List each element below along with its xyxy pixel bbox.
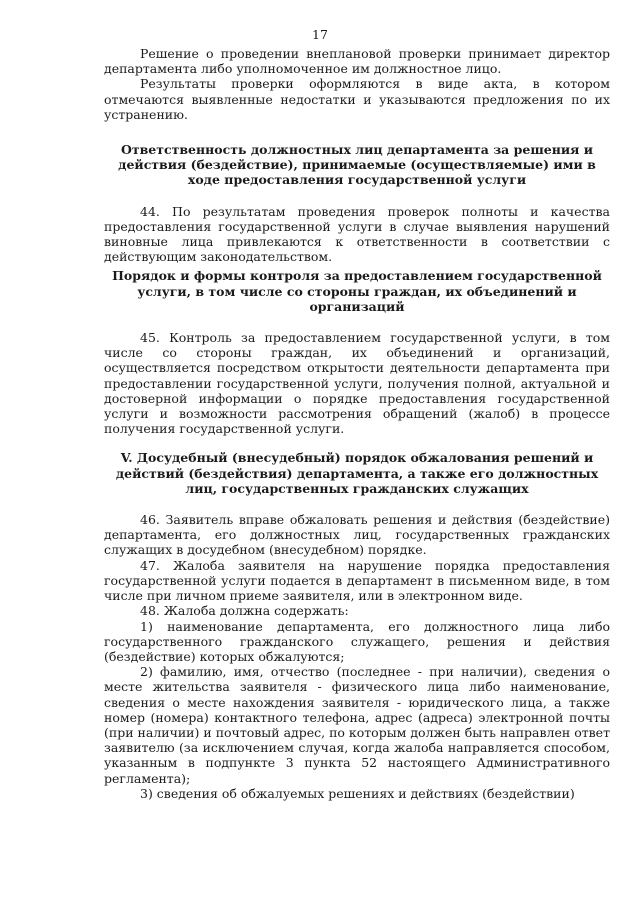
paragraph-48: 48. Жалоба должна содержать:: [140, 603, 349, 619]
heading-responsibility: Ответственность должностных лиц департамента за решения и действия (бездействие), принимаемые (осуществляемые) ими в ходе предоставления государственной услуги: [118, 142, 596, 188]
page-number: 17: [312, 27, 328, 42]
paragraph-48-item-2: 2) фамилию, имя, отчество (последнее - при наличии), сведения о месте жительства заявителя - физического лица либо наименование, сведения о месте нахождения заявителя - юридического лица, а также номер (номера) контактного телефона, адрес (адреса) электронной почты (при наличии) и почтовый адрес, по которым должен быть направлен ответ заявителю (за исключением случая, когда жалоба направляется способом, указанным в подпункте 3 пункта 52 настоящего Административного регламента);: [104, 664, 610, 786]
paragraph-48-item-3: 3) сведения об обжалуемых решениях и действиях (бездействии): [140, 785, 575, 801]
paragraph-47: 47. Жалоба заявителя на нарушение порядка предоставления государственной услуги подается в департамент в письменном виде, в том числе при личном приеме заявителя, или в электронном виде.: [104, 557, 610, 604]
paragraph-unscheduled-inspection: Решение о проведении внеплановой проверки принимает директор департамента либо уполномоченное им должностное лицо.: [104, 46, 610, 77]
document-body: [104, 46, 610, 801]
paragraph-inspection-results: Результаты проверки оформляются в виде акта, в котором отмечаются выявленные недостатки и указываются предложения по их устранению.: [104, 76, 610, 122]
heading-section-v: V. Досудебный (внесудебный) порядок обжалования решений и действий (бездействия) департамента, а также его должностных лиц, государственных гражданских служащих: [115, 450, 599, 496]
paragraph-44: 44. По результатам проведения проверок полноты и качества предоставления государственной услуги в случае выявления нарушений виновные лица привлекаются к ответственности в соответствии с действующим законодательством.: [104, 203, 610, 265]
heading-control-forms: Порядок и формы контроля за предоставлением государственной услуги, в том числе со стороны граждан, их объединений и организаций: [112, 268, 602, 314]
paragraph-45: 45. Контроль за предоставлением государственной услуги, в том числе со стороны граждан, их объединений и организаций, осуществляется посредством открытости деятельности департамента при предоставлении государственной услуги, получения полной, актуальной и достоверной информации о порядке предоставления государственной услуги и возможности рассмотрения обращений (жалоб) в процессе получения государственной услуги.: [104, 330, 610, 437]
paragraph-46: 46. Заявитель вправе обжаловать решения и действия (бездействие) департамента, его должностных лиц, государственных гражданских служащих в досудебном (внесудебном) порядке.: [104, 512, 610, 558]
paragraph-48-item-1: 1) наименование департамента, его должностного лица либо государственного гражданского служащего, решения и действия (бездействие) которых обжалуются;: [104, 618, 610, 664]
